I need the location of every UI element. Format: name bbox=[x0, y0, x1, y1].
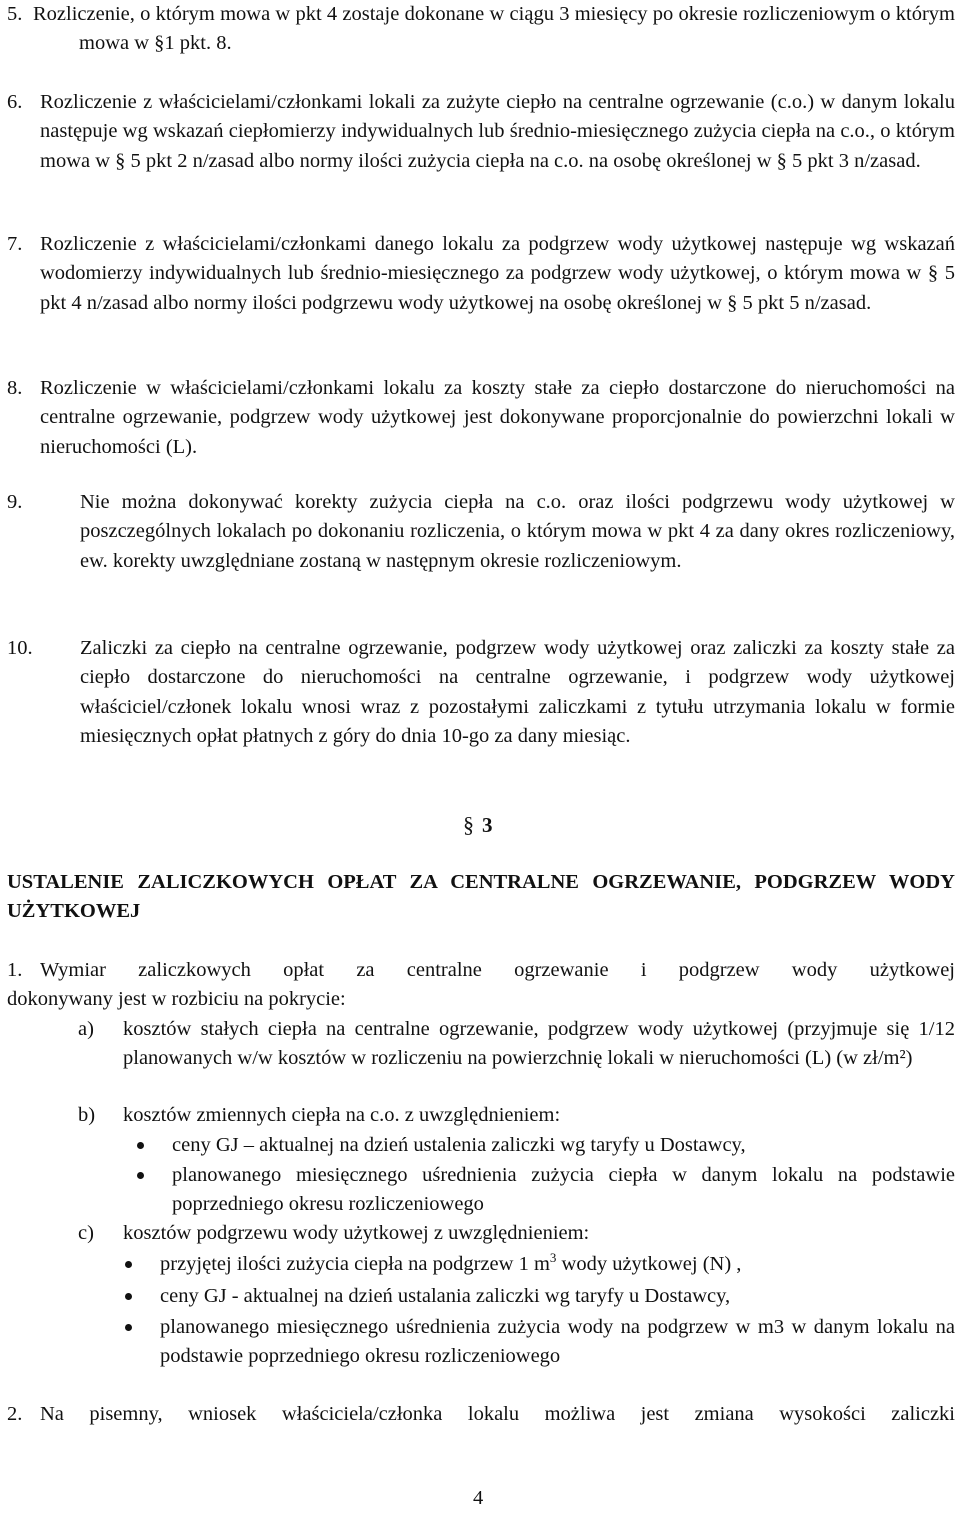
point-1 bbox=[7, 956, 955, 1015]
paragraph-number: 9. bbox=[7, 491, 23, 513]
bullet-dot-icon bbox=[137, 1172, 144, 1179]
paragraph-text: Nie można dokonywać korekty zużycia ciepła na c.o. oraz ilości podgrzewu wody użytkowej w poszczególnych lokalach po dokonaniu rozliczenia, o którym mowa w pkt 4 za dany okres rozliczeniowy, ew. korekty uwzględniane zostaną w następnym okresie rozliczeniowym. bbox=[80, 491, 955, 572]
bullet-dot-icon bbox=[125, 1324, 132, 1331]
subpoint-text: kosztów stałych ciepła na centralne ogrzewanie, podgrzew wody użytkowej (przyjmuje się 1/12 planowanych w/w kosztów w rozliczeniu na powierzchnię lokali w nieruchomości (L) (w zł/m²) bbox=[123, 1018, 955, 1070]
paragraph-text: Rozliczenie z właścicielami/członkami lokali za zużyte ciepło na centralne ogrzewanie (c.o.) w danym lokalu następuje wg wskazań ciepłomierzy indywidualnych lub średnio-miesięcznego zużycia ciepła na c.o., o którym mowa w § 5 pkt 2 n/zasad albo normy ilości zużycia ciepła na c.o. na osobę określonej w § 5 pkt 3 n/zasad. bbox=[40, 91, 955, 172]
section-number: 3 bbox=[482, 813, 493, 837]
bullet-dot-icon bbox=[137, 1142, 144, 1149]
section-symbol: § bbox=[463, 812, 474, 837]
bullet-item bbox=[160, 1282, 955, 1311]
paragraph-number: 7. bbox=[7, 233, 23, 255]
paragraph-number: 8. bbox=[7, 377, 23, 399]
subpoint-b bbox=[78, 1101, 955, 1130]
bullet-text: ceny GJ - aktualnej na dzień ustalania zaliczki wg taryfy u Dostawcy, bbox=[160, 1285, 731, 1307]
subpoint-c bbox=[78, 1219, 955, 1248]
section-title: USTALENIE ZALICZKOWYCH OPŁAT ZA CENTRALNE OGRZEWANIE, PODGRZEW WODY UŻYTKOWEJ bbox=[7, 871, 955, 923]
subpoint-text: kosztów zmiennych ciepła na c.o. z uwzględnieniem: bbox=[123, 1104, 561, 1126]
bullet-item bbox=[172, 1161, 955, 1220]
bullet-text: planowanego miesięcznego uśrednienia zużycia wody na podgrzew w m3 w danym lokalu na podstawie poprzedniego okresu rozliczeniowego bbox=[160, 1316, 955, 1368]
paragraph-9 bbox=[7, 488, 955, 576]
section-heading bbox=[463, 810, 493, 840]
bullet-dot-icon bbox=[125, 1293, 132, 1300]
paragraph-8 bbox=[7, 374, 955, 462]
paragraph-number: 5. bbox=[7, 3, 23, 25]
paragraph-7 bbox=[7, 230, 955, 318]
paragraph-text: Rozliczenie w właścicielami/członkami lokalu za koszty stałe za ciepło dostarczone do nieruchomości na centralne ogrzewanie, podgrzew wody użytkowej jest dokonywane proporcjonalnie do powierzchni lokali w nieruchomości (L). bbox=[40, 377, 955, 458]
paragraph-10 bbox=[7, 634, 955, 752]
paragraph-number: 10. bbox=[7, 637, 33, 659]
bullet-text: planowanego miesięcznego uśrednienia zużycia ciepła w danym lokalu na podstawie poprzedniego okresu rozliczeniowego bbox=[172, 1164, 955, 1216]
point-text-rest: dokonywany jest w rozbiciu na pokrycie: bbox=[7, 988, 346, 1011]
bullet-dot-icon bbox=[125, 1261, 132, 1268]
bullet-superscript: 3 bbox=[549, 1250, 557, 1266]
paragraph-text: Rozliczenie, o którym mowa w pkt 4 zostaje dokonane w ciągu 3 miesięcy po okresie rozliczeniowym o którym mowa w §1 pkt. 8. bbox=[33, 3, 955, 55]
paragraph-text: Zaliczki za ciepło na centralne ogrzewanie, podgrzew wody użytkowej oraz zaliczki za koszty stałe za ciepło dostarczone do nieruchomości na centralne ogrzewanie, i podgrzew wody użytkowej właściciel/członek lokalu wnosi wraz z pozostałymi zaliczkami z tytułu utrzymania lokalu w formie miesięcznych opłat płatnych z góry do dnia 10-go za dany miesiąc. bbox=[80, 637, 955, 748]
point-number: 1. bbox=[7, 959, 23, 981]
bullet-text: przyjętej ilości zużycia ciepła na podgrzew 1 m bbox=[160, 1253, 550, 1275]
subpoint-label: b) bbox=[78, 1104, 96, 1126]
subpoint-a bbox=[78, 1015, 955, 1074]
bullet-item bbox=[160, 1313, 955, 1372]
subpoint-label: a) bbox=[78, 1018, 94, 1040]
point-2 bbox=[7, 1400, 955, 1429]
point-text-first: Wymiar zaliczkowych opłat za centralne ogrzewanie i podgrzew wody użytkowej bbox=[40, 959, 955, 981]
paragraph-6 bbox=[7, 88, 955, 176]
point-text: Na pisemny, wniosek właściciela/członka lokalu możliwa jest zmiana wysokości zaliczki bbox=[40, 1403, 955, 1425]
subpoint-label: c) bbox=[78, 1222, 94, 1244]
subpoint-text: kosztów podgrzewu wody użytkowej z uwzględnieniem: bbox=[123, 1222, 590, 1244]
bullet-text: wody użytkowej (N) , bbox=[556, 1253, 742, 1275]
paragraph-text: Rozliczenie z właścicielami/członkami danego lokalu za podgrzew wody użytkowej następuje wg wskazań wodomierzy indywidualnych lub średnio-miesięcznego za podgrzew wody użytkowej, o którym mowa w § 5 pkt 4 n/zasad albo normy ilości podgrzewu wody użytkowej na osobę określonej w § 5 pkt 5 n/zasad. bbox=[40, 233, 955, 314]
bullet-text: ceny GJ – aktualnej na dzień ustalenia zaliczki wg taryfy u Dostawcy, bbox=[172, 1134, 746, 1156]
bullet-item bbox=[172, 1131, 955, 1160]
paragraph-5 bbox=[0, 0, 955, 59]
point-number: 2. bbox=[7, 1403, 23, 1425]
paragraph-number: 6. bbox=[7, 91, 23, 113]
bullet-item bbox=[160, 1250, 955, 1279]
page-number: 4 bbox=[473, 1487, 484, 1509]
